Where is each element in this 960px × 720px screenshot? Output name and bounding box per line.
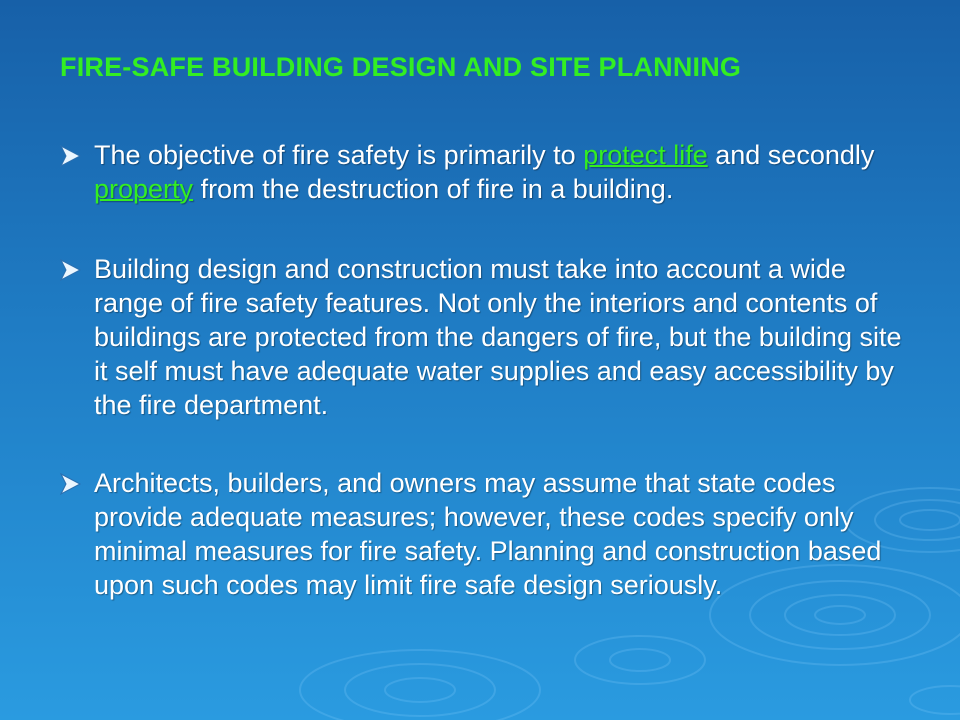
bullet-text bbox=[94, 138, 908, 206]
slide-title: FIRE-SAFE BUILDING DESIGN AND SITE PLANNING bbox=[60, 52, 742, 82]
arrow-bullet-icon bbox=[58, 144, 82, 168]
bullet-text-part: and secondly bbox=[707, 140, 875, 170]
bullet-item-building-design bbox=[58, 252, 908, 422]
arrow-bullet-icon bbox=[58, 472, 82, 496]
bullet-text-part: The objective of fire safety is primarily to bbox=[94, 140, 584, 170]
bullet-text: Building design and construction must take into account a wide range of fire safety features. Not only the interiors and contents of buildings are protected from the dangers of fire, but the building site it self must have adequate water supplies and easy accessibility by the fire department. bbox=[94, 254, 902, 420]
bullet-item-objective bbox=[58, 138, 908, 206]
bullet-text-part: from the destruction of fire in a building. bbox=[193, 174, 674, 204]
bullet-text: Architects, builders, and owners may assume that state codes provide adequate measures; however, these codes specify only minimal measures for fire safety. Planning and construction based upon such codes may limit fire safe design seriously. bbox=[94, 468, 882, 600]
highlight-property: property bbox=[94, 174, 194, 204]
bullet-item-codes bbox=[58, 466, 908, 602]
highlight-protect-life: protect life bbox=[583, 140, 708, 170]
arrow-bullet-icon bbox=[58, 258, 82, 282]
